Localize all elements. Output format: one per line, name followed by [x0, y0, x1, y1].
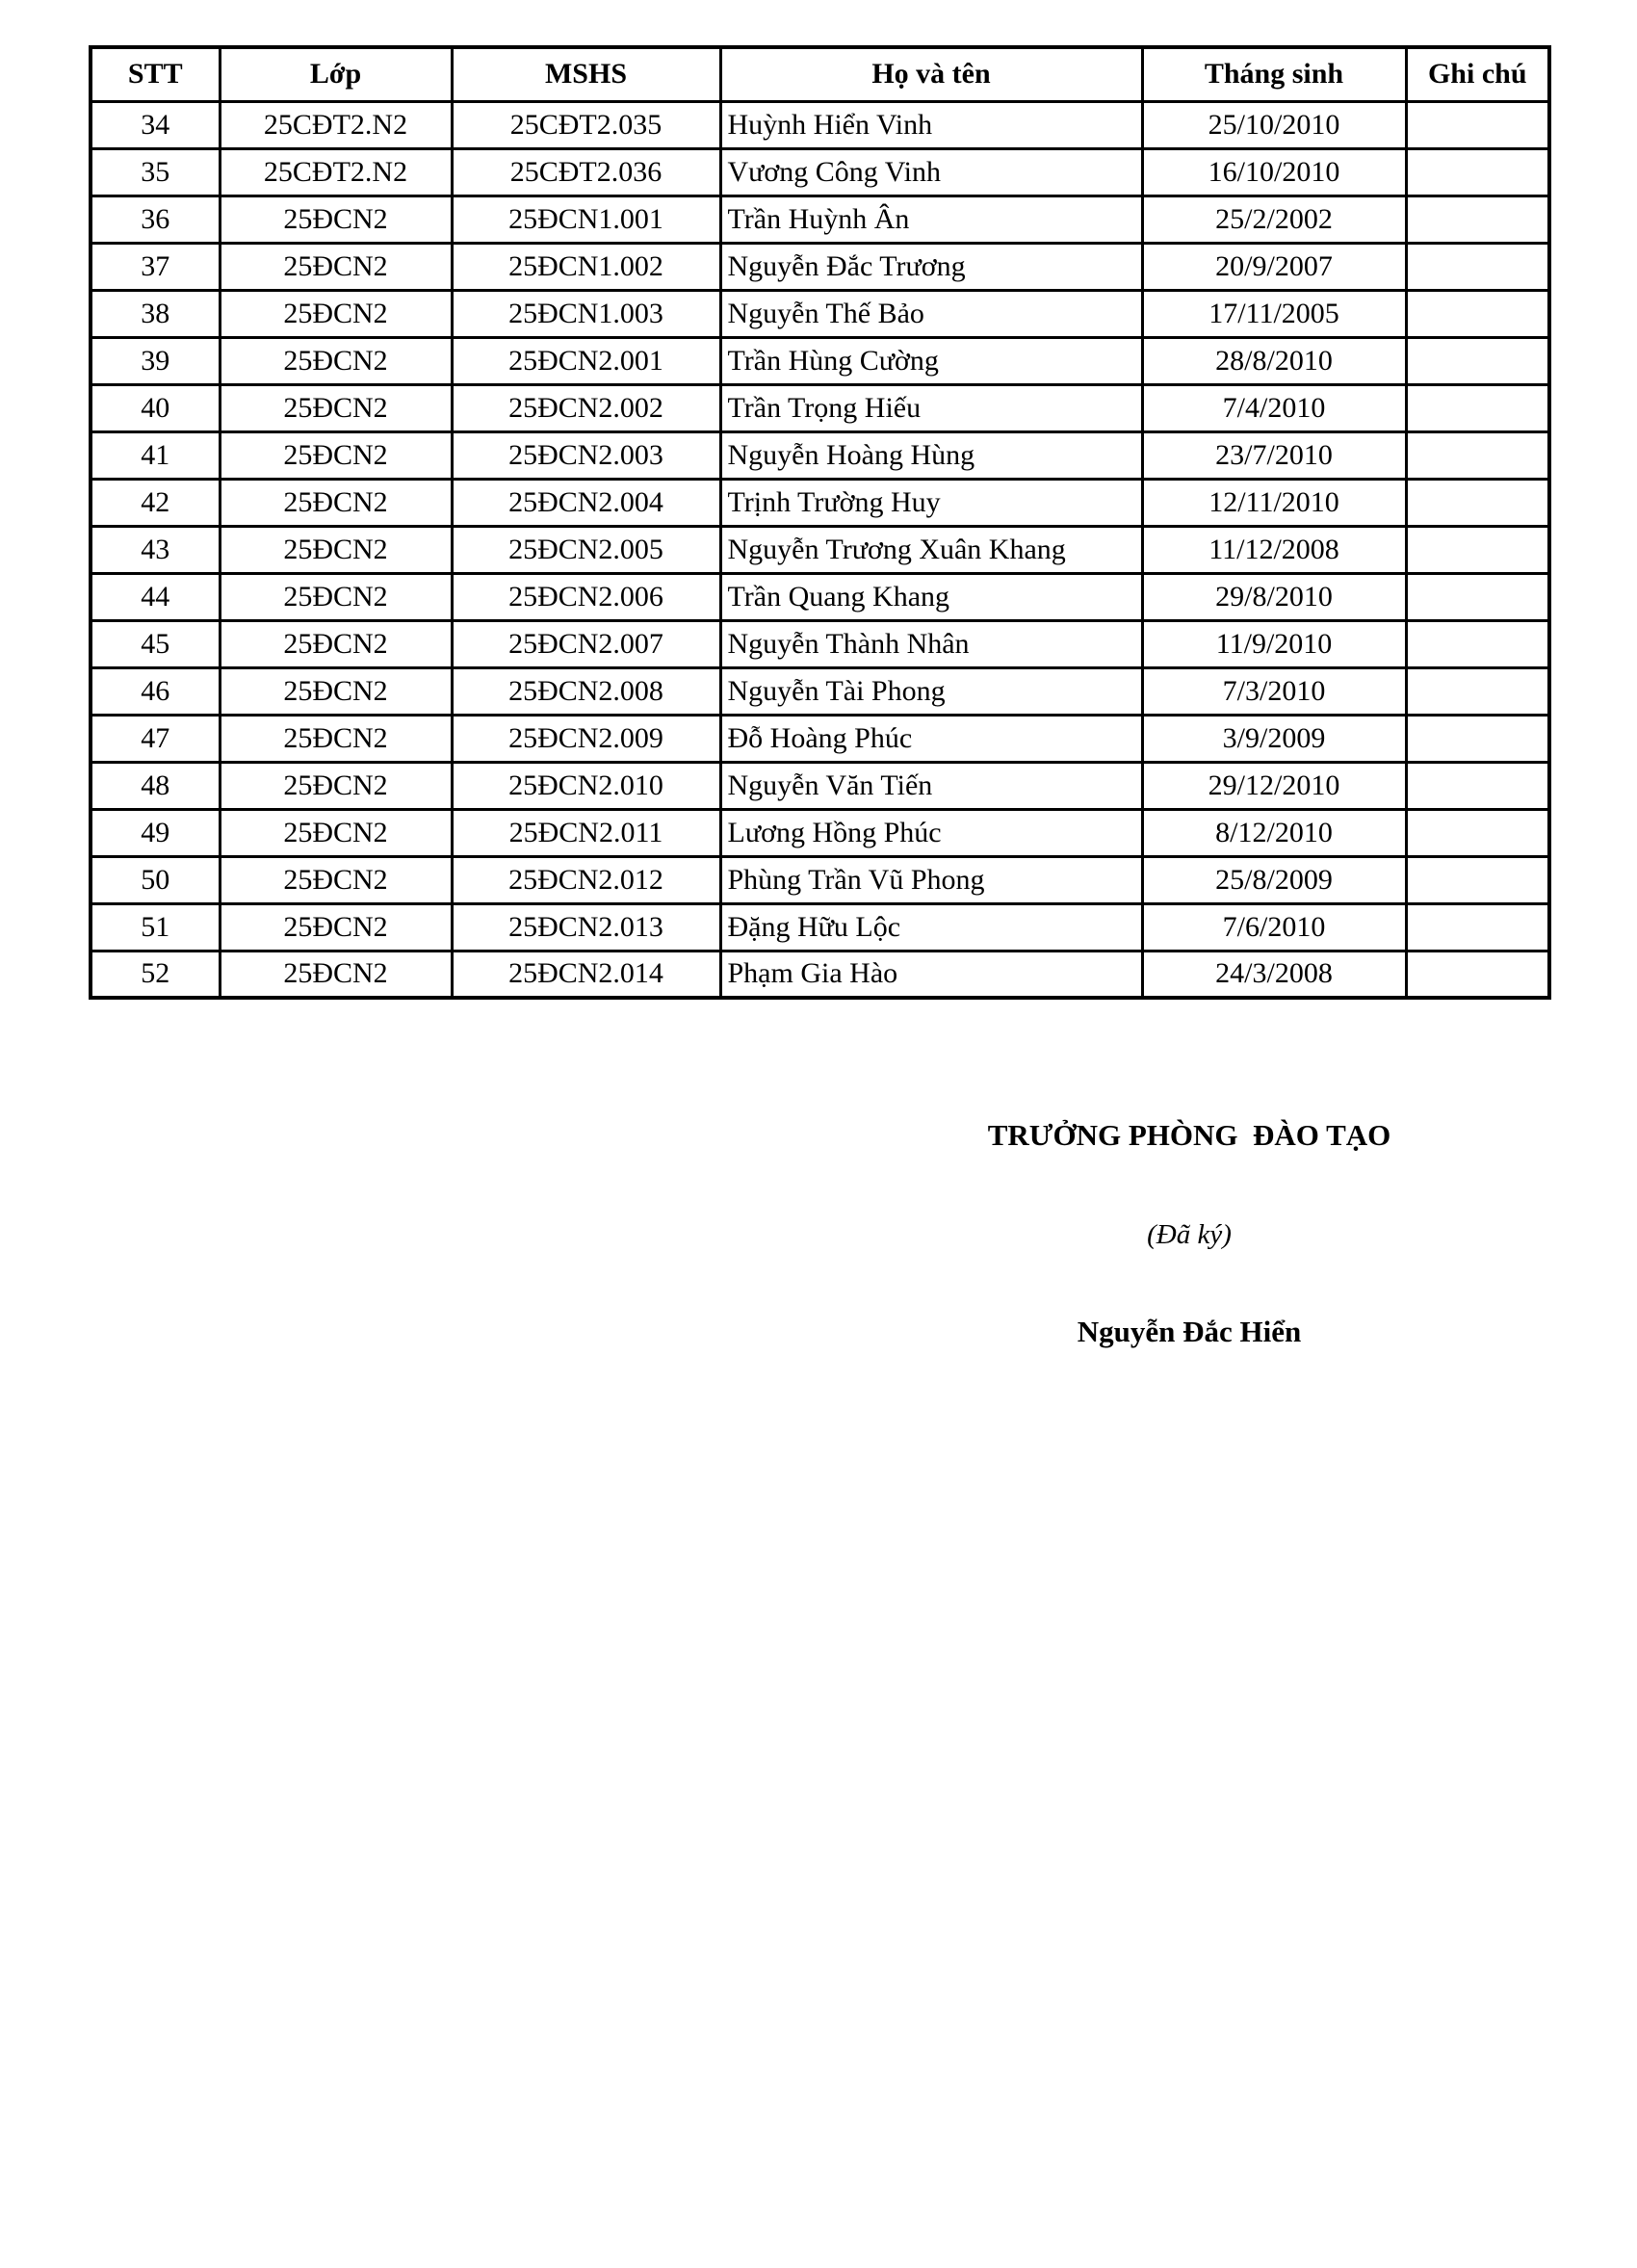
cell-dob: 11/9/2010	[1142, 620, 1406, 667]
cell-mshs: 25ĐCN2.010	[452, 762, 720, 809]
cell-mshs: 25ĐCN1.002	[452, 243, 720, 290]
cell-stt: 51	[91, 903, 220, 951]
table-row	[91, 196, 1549, 243]
cell-mshs: 25ĐCN2.003	[452, 431, 720, 479]
cell-note	[1406, 431, 1549, 479]
cell-note	[1406, 526, 1549, 573]
cell-dob: 12/11/2010	[1142, 479, 1406, 526]
cell-stt: 36	[91, 196, 220, 243]
cell-note	[1406, 951, 1549, 998]
cell-name: Trần Hùng Cường	[720, 337, 1142, 384]
table-row	[91, 337, 1549, 384]
cell-stt: 48	[91, 762, 220, 809]
cell-mshs: 25ĐCN2.005	[452, 526, 720, 573]
cell-lop: 25ĐCN2	[220, 384, 452, 431]
header-stt: STT	[91, 47, 220, 101]
cell-note	[1406, 620, 1549, 667]
cell-lop: 25ĐCN2	[220, 337, 452, 384]
table-row	[91, 856, 1549, 903]
header-name: Họ và tên	[720, 47, 1142, 101]
cell-name: Trần Huỳnh Ân	[720, 196, 1142, 243]
cell-lop: 25ĐCN2	[220, 431, 452, 479]
cell-name: Nguyễn Thành Nhân	[720, 620, 1142, 667]
cell-name: Nguyễn Hoàng Hùng	[720, 431, 1142, 479]
cell-stt: 45	[91, 620, 220, 667]
header-lop: Lớp	[220, 47, 452, 101]
cell-name: Phạm Gia Hào	[720, 951, 1142, 998]
cell-stt: 42	[91, 479, 220, 526]
student-table-body	[91, 101, 1549, 998]
cell-mshs: 25ĐCN2.013	[452, 903, 720, 951]
cell-name: Nguyễn Tài Phong	[720, 667, 1142, 715]
table-row	[91, 951, 1549, 998]
cell-mshs: 25ĐCN2.014	[452, 951, 720, 998]
cell-lop: 25CĐT2.N2	[220, 101, 452, 148]
cell-stt: 35	[91, 148, 220, 196]
header-mshs: MSHS	[452, 47, 720, 101]
table-row	[91, 384, 1549, 431]
signature-title: TRƯỞNG PHÒNG ĐÀO TẠO	[987, 1118, 1391, 1152]
cell-note	[1406, 290, 1549, 337]
cell-note	[1406, 903, 1549, 951]
cell-note	[1406, 479, 1549, 526]
header-note: Ghi chú	[1406, 47, 1549, 101]
table-row	[91, 715, 1549, 762]
cell-name: Lương Hồng Phúc	[720, 809, 1142, 856]
cell-note	[1406, 196, 1549, 243]
table-row	[91, 526, 1549, 573]
cell-stt: 34	[91, 101, 220, 148]
signature-block	[862, 1117, 1517, 1350]
table-row	[91, 762, 1549, 809]
cell-note	[1406, 573, 1549, 620]
cell-mshs: 25ĐCN2.011	[452, 809, 720, 856]
cell-lop: 25ĐCN2	[220, 290, 452, 337]
cell-lop: 25ĐCN2	[220, 762, 452, 809]
cell-note	[1406, 809, 1549, 856]
cell-stt: 50	[91, 856, 220, 903]
cell-name: Nguyễn Thế Bảo	[720, 290, 1142, 337]
cell-name: Đỗ Hoàng Phúc	[720, 715, 1142, 762]
cell-stt: 43	[91, 526, 220, 573]
table-row	[91, 809, 1549, 856]
cell-mshs: 25ĐCN2.001	[452, 337, 720, 384]
cell-mshs: 25ĐCN2.012	[452, 856, 720, 903]
cell-lop: 25ĐCN2	[220, 856, 452, 903]
cell-lop: 25ĐCN2	[220, 667, 452, 715]
signed-note: (Đã ký)	[1147, 1219, 1232, 1250]
cell-lop: 25ĐCN2	[220, 526, 452, 573]
cell-dob: 29/12/2010	[1142, 762, 1406, 809]
cell-lop: 25ĐCN2	[220, 243, 452, 290]
cell-dob: 17/11/2005	[1142, 290, 1406, 337]
cell-mshs: 25ĐCN2.002	[452, 384, 720, 431]
cell-mshs: 25CĐT2.035	[452, 101, 720, 148]
cell-lop: 25ĐCN2	[220, 715, 452, 762]
cell-dob: 3/9/2009	[1142, 715, 1406, 762]
cell-lop: 25ĐCN2	[220, 620, 452, 667]
cell-stt: 37	[91, 243, 220, 290]
cell-stt: 44	[91, 573, 220, 620]
cell-dob: 25/8/2009	[1142, 856, 1406, 903]
cell-lop: 25CĐT2.N2	[220, 148, 452, 196]
cell-stt: 40	[91, 384, 220, 431]
cell-dob: 28/8/2010	[1142, 337, 1406, 384]
cell-dob: 8/12/2010	[1142, 809, 1406, 856]
table-row	[91, 667, 1549, 715]
cell-name: Huỳnh Hiển Vinh	[720, 101, 1142, 148]
table-row	[91, 431, 1549, 479]
table-row	[91, 243, 1549, 290]
cell-mshs: 25ĐCN2.009	[452, 715, 720, 762]
cell-mshs: 25CĐT2.036	[452, 148, 720, 196]
cell-note	[1406, 101, 1549, 148]
cell-mshs: 25ĐCN1.001	[452, 196, 720, 243]
table-row	[91, 148, 1549, 196]
cell-stt: 49	[91, 809, 220, 856]
table-row	[91, 620, 1549, 667]
cell-stt: 41	[91, 431, 220, 479]
cell-dob: 23/7/2010	[1142, 431, 1406, 479]
cell-name: Vương Công Vinh	[720, 148, 1142, 196]
header-dob: Tháng sinh	[1142, 47, 1406, 101]
table-row	[91, 290, 1549, 337]
cell-lop: 25ĐCN2	[220, 479, 452, 526]
cell-note	[1406, 667, 1549, 715]
cell-name: Nguyễn Trương Xuân Khang	[720, 526, 1142, 573]
cell-dob: 7/6/2010	[1142, 903, 1406, 951]
cell-dob: 25/10/2010	[1142, 101, 1406, 148]
table-row	[91, 101, 1549, 148]
cell-name: Trần Trọng Hiếu	[720, 384, 1142, 431]
cell-note	[1406, 856, 1549, 903]
header-row	[91, 47, 1549, 101]
cell-stt: 39	[91, 337, 220, 384]
cell-note	[1406, 148, 1549, 196]
cell-note	[1406, 337, 1549, 384]
cell-lop: 25ĐCN2	[220, 573, 452, 620]
cell-stt: 46	[91, 667, 220, 715]
cell-name: Trần Quang Khang	[720, 573, 1142, 620]
cell-name: Đặng Hữu Lộc	[720, 903, 1142, 951]
cell-mshs: 25ĐCN2.007	[452, 620, 720, 667]
cell-name: Phùng Trần Vũ Phong	[720, 856, 1142, 903]
cell-lop: 25ĐCN2	[220, 903, 452, 951]
cell-dob: 7/4/2010	[1142, 384, 1406, 431]
cell-lop: 25ĐCN2	[220, 809, 452, 856]
cell-dob: 7/3/2010	[1142, 667, 1406, 715]
table-row	[91, 903, 1549, 951]
cell-note	[1406, 243, 1549, 290]
cell-dob: 20/9/2007	[1142, 243, 1406, 290]
cell-dob: 16/10/2010	[1142, 148, 1406, 196]
cell-note	[1406, 715, 1549, 762]
cell-dob: 11/12/2008	[1142, 526, 1406, 573]
cell-stt: 52	[91, 951, 220, 998]
table-row	[91, 479, 1549, 526]
cell-mshs: 25ĐCN1.003	[452, 290, 720, 337]
cell-name: Nguyễn Đắc Trương	[720, 243, 1142, 290]
table-row	[91, 573, 1549, 620]
cell-mshs: 25ĐCN2.006	[452, 573, 720, 620]
cell-dob: 24/3/2008	[1142, 951, 1406, 998]
student-roster-table	[89, 45, 1551, 1000]
cell-note	[1406, 762, 1549, 809]
cell-lop: 25ĐCN2	[220, 196, 452, 243]
cell-note	[1406, 384, 1549, 431]
cell-mshs: 25ĐCN2.008	[452, 667, 720, 715]
cell-name: Nguyễn Văn Tiến	[720, 762, 1142, 809]
cell-mshs: 25ĐCN2.004	[452, 479, 720, 526]
signer-name: Nguyễn Đắc Hiển	[1077, 1315, 1302, 1348]
cell-stt: 38	[91, 290, 220, 337]
cell-lop: 25ĐCN2	[220, 951, 452, 998]
cell-stt: 47	[91, 715, 220, 762]
cell-dob: 29/8/2010	[1142, 573, 1406, 620]
cell-dob: 25/2/2002	[1142, 196, 1406, 243]
cell-name: Trịnh Trường Huy	[720, 479, 1142, 526]
